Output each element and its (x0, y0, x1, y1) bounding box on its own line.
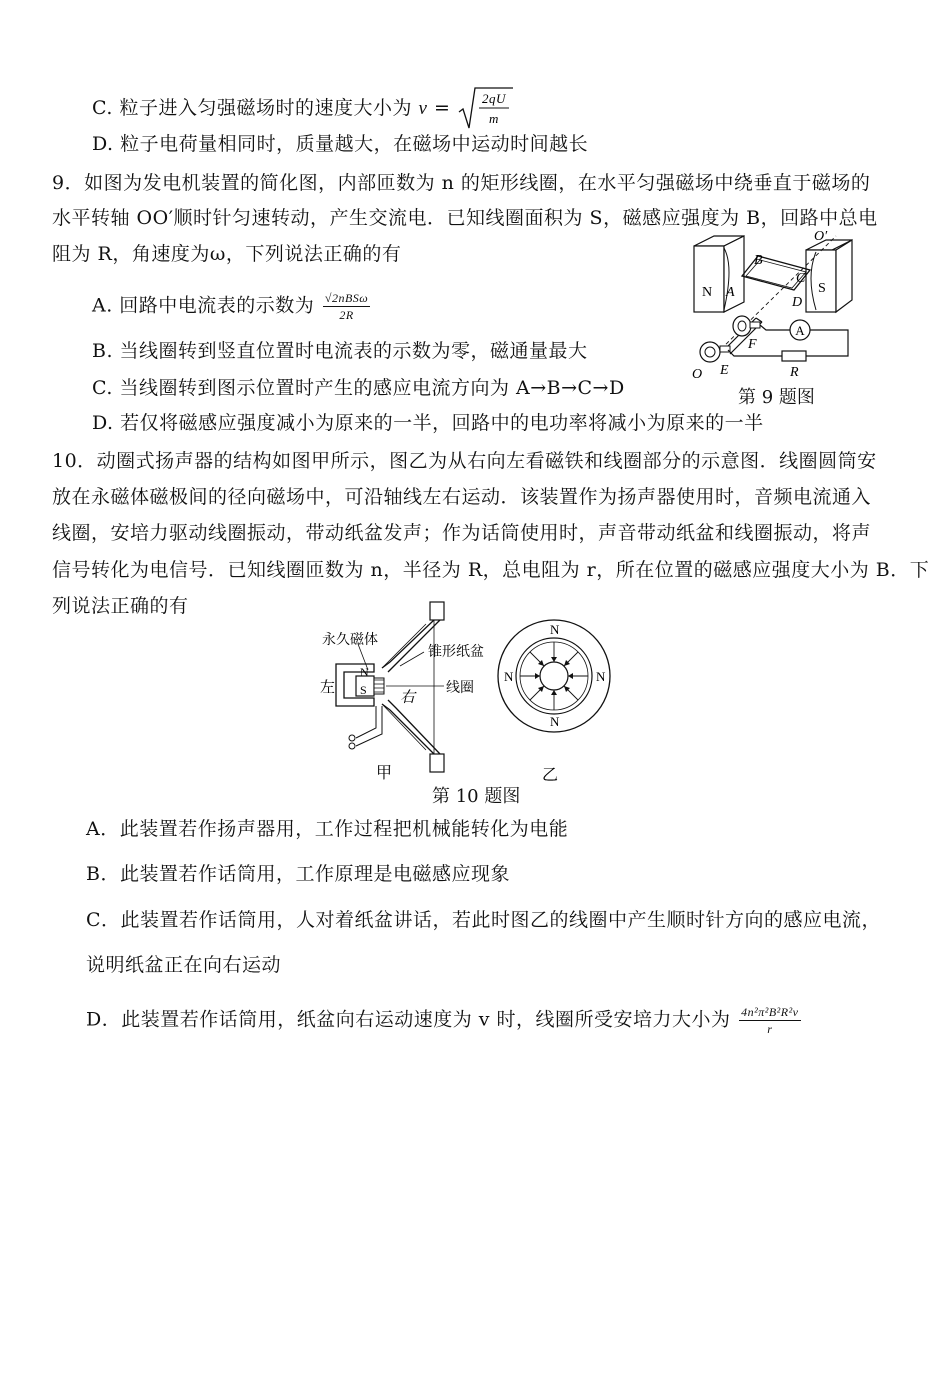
q9-option-a (92, 292, 370, 321)
q10-stem-line5: 列说法正确的有 (52, 595, 189, 617)
label-magnet: 永久磁体 (322, 633, 378, 648)
q9-stem-line2: 水平转轴 OO′顺时针匀速转动，产生交流电．已知线圈面积为 S，磁感应强度为 B，回路中总电 (52, 207, 878, 229)
q9-option-d: D. 若仅将磁感应强度减小为原来的一半，回路中的电功率将减小为原来的一半 (92, 412, 764, 434)
q9-figure-caption: 第 9 题图 (738, 387, 815, 408)
label-right: 右 (400, 690, 416, 706)
q10-option-a: A．此装置若作扬声器用，工作过程把机械能转化为电能 (86, 818, 569, 840)
label-coil: 线圈 (446, 681, 474, 696)
q9-a-denominator: 2R (339, 308, 354, 322)
q8-sqrt-num: 2qU (482, 91, 506, 106)
label-c: C (796, 271, 806, 286)
yi-label-n-bottom: N (550, 714, 560, 729)
q8-option-c-text: C. 粒子进入匀强磁场时的速度大小为 (92, 97, 412, 119)
q8-sqrt-den: m (489, 111, 499, 126)
label-jia: 甲 (376, 765, 393, 782)
q8-option-c-var: v (418, 98, 428, 119)
ammeter-icon: A (795, 323, 805, 338)
q10-figure-caption: 第 10 题图 (432, 786, 521, 807)
yi-label-n-left: N (504, 669, 514, 684)
label-s: S (818, 281, 826, 296)
q10-option-d-text: D．此装置若作话筒用，纸盆向右运动速度为 v 时，线圈所受安培力大小为 (86, 1008, 731, 1031)
q9-a-numerator: √2nBSω (324, 291, 369, 305)
yi-label-n-top: N (550, 622, 560, 637)
q9-option-a-text: A. 回路中电流表的示数为 (92, 294, 315, 317)
label-f: F (748, 337, 757, 352)
label-cone: 锥形纸盆 (428, 645, 484, 660)
label-pole-n: N (360, 665, 369, 679)
q10-d-numerator: 4n²π²B²R²v (741, 1005, 799, 1019)
q9-stem-line3: 阻为 R，角速度为ω，下列说法正确的有 (52, 243, 402, 265)
generator-diagram (686, 226, 856, 382)
q8-option-c-eq: = (433, 97, 451, 119)
q10-stem-line1: 10．动圈式扬声器的结构如图甲所示，图乙为从右向左看磁铁和线圈部分的示意图．线圈圆筒安 (52, 450, 877, 472)
label-d: D (792, 295, 803, 310)
q10-option-d (86, 1006, 801, 1035)
label-left: 左 (320, 680, 336, 696)
label-b: B (754, 253, 763, 268)
sqrt-symbol (457, 86, 515, 132)
q10-option-c-line1: C．此装置若作话筒用，人对着纸盆讲话，若此时图乙的线圈中产生顺时针方向的感应电流， (86, 909, 882, 931)
label-o-prime: O′ (814, 229, 828, 244)
q8-option-c (92, 86, 515, 132)
q9-option-c: C. 当线圈转到图示位置时产生的感应电流方向为 A→B→C→D (92, 377, 625, 399)
q10-stem-line4: 信号转化为电信号．已知线圈匝数为 n，半径为 R，总电阻为 r，所在位置的磁感应强度大小为 B．下 (52, 559, 930, 581)
speaker-cross-section (316, 598, 506, 782)
label-n: N (702, 285, 713, 300)
label-o: O (692, 367, 703, 382)
label-e: E (720, 363, 729, 378)
q10-option-c-line2: 说明纸盆正在向右运动 (86, 954, 282, 976)
q8-option-c-sqrt (457, 86, 515, 132)
label-a: A (726, 285, 735, 300)
q10-stem-line3: 线圈，安培力驱动线圈振动，带动纸盆发声；作为话筒使用时，声音带动纸盆和线圈振动，将声 (52, 522, 872, 544)
q9-option-b: B. 当线圈转到竖直位置时电流表的示数为零，磁通量最大 (92, 340, 588, 362)
q9-option-a-fraction (323, 292, 370, 321)
q8-option-d: D. 粒子电荷量相同时，质量越大，在磁场中运动时间越长 (92, 133, 589, 155)
label-r: R (790, 365, 799, 380)
q10-option-d-fraction (739, 1006, 800, 1035)
q10-stem-line2: 放在永磁体磁极间的径向磁场中，可沿轴线左右运动．该装置作为扬声器使用时，音频电流通入 (52, 486, 872, 508)
q10-option-b: B．此装置若作话筒用，工作原理是电磁感应现象 (86, 863, 510, 885)
label-pole-s: S (360, 683, 367, 697)
yi-label-n-right: N (596, 669, 606, 684)
label-yi: 乙 (542, 767, 559, 784)
q10-d-denominator: r (767, 1022, 773, 1036)
q9-stem-line1: 9．如图为发电机装置的简化图，内部匝数为 n 的矩形线圈，在水平匀强磁场中绕垂直于磁场的 (52, 172, 871, 194)
radial-field-diagram (496, 614, 616, 786)
